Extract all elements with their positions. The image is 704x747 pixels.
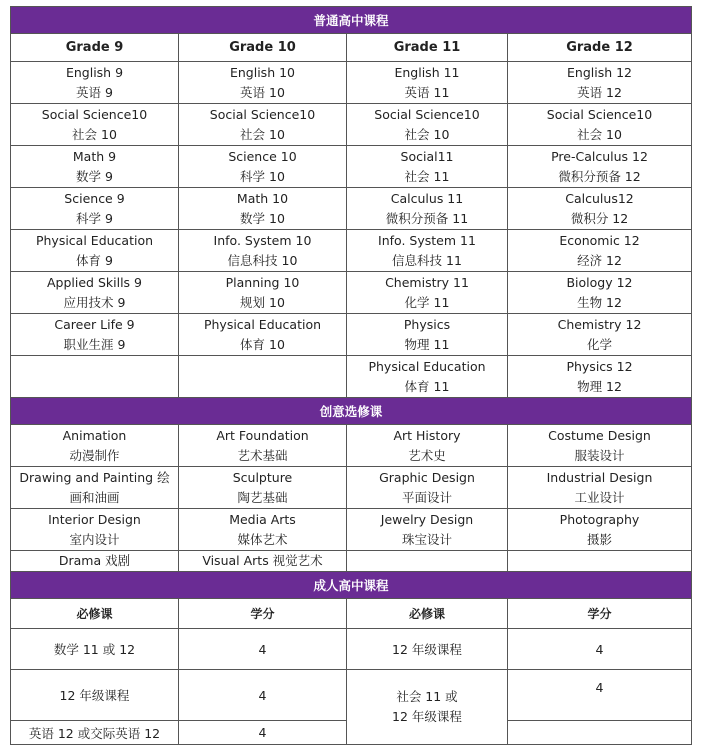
course-name: Pre-Calculus 12 [551, 148, 648, 164]
grade-header: Grade 9 [11, 34, 179, 62]
course-name: Career Life 9 [54, 316, 135, 332]
table-row [11, 509, 692, 551]
course-cell [347, 425, 508, 467]
course-name-cn: 物理 11 [404, 336, 450, 352]
course-cell [179, 425, 347, 467]
course-name-cn: 英语 9 [76, 84, 113, 100]
course-cell [508, 272, 692, 314]
table-row [11, 467, 692, 509]
course-name-cn: 体育 10 [240, 336, 285, 352]
course-name-cn: 英语 12 [577, 84, 622, 100]
course-name-cn: 英语 10 [240, 84, 285, 100]
course-name: English 9 [65, 64, 124, 80]
course-name: Costume Design [548, 427, 651, 443]
course-line: 社会 11 或 [396, 689, 458, 704]
course-name-cn: 室内设计 [69, 531, 120, 547]
adult-header-row [11, 599, 692, 629]
course-name-cn: 科学 10 [240, 168, 285, 184]
course-cell [11, 467, 179, 509]
table-row [11, 551, 692, 572]
table-row [11, 188, 692, 230]
course-name: Social Science10 [209, 106, 316, 122]
course-cell: 12 年级课程 [347, 629, 508, 670]
course-name-cn: 平面设计 [401, 489, 452, 505]
table-row [11, 670, 692, 721]
course-name-cn: 物理 12 [577, 378, 622, 394]
course-cell [179, 509, 347, 551]
course-name: Science 9 [64, 190, 125, 206]
course-name: Graphic Design [379, 469, 475, 485]
course-cell [11, 104, 179, 146]
course-cell [347, 314, 508, 356]
course-line: 12 年级课程 [392, 709, 462, 724]
credit-cell: 4 [508, 670, 692, 721]
course-cell [508, 509, 692, 551]
course-name-cn: 化学 [587, 336, 613, 352]
course-name-cn: 微积分 12 [570, 210, 629, 226]
course-name: Sculpture [232, 469, 293, 485]
course-cell [508, 230, 692, 272]
course-name: Photography [559, 511, 640, 527]
course-name: Drawing and Painting 绘 [19, 469, 170, 485]
course-name: Math 10 [236, 190, 289, 206]
course-cell [508, 467, 692, 509]
table-row [11, 314, 692, 356]
course-name: English 11 [394, 64, 460, 80]
course-name: Chemistry 12 [557, 316, 642, 332]
course-name: Science 10 [228, 148, 297, 164]
course-name: Animation [62, 427, 127, 443]
course-name: Social11 [400, 148, 454, 164]
course-cell [11, 146, 179, 188]
credit-cell: 4 [179, 721, 347, 745]
course-name: Physics [403, 316, 451, 332]
grade-header: Grade 10 [179, 34, 347, 62]
course-cell [179, 272, 347, 314]
course-name: Calculus12 [565, 190, 634, 206]
credit-cell: 4 [179, 670, 347, 721]
course-name-cn: 陶艺基础 [237, 489, 288, 505]
course-cell [11, 509, 179, 551]
course-cell [347, 670, 508, 745]
course-name: Chemistry 11 [385, 274, 469, 290]
course-cell [11, 356, 179, 398]
course-cell [11, 272, 179, 314]
course-name: English 10 [229, 64, 295, 80]
course-cell [508, 356, 692, 398]
course-name-cn: 珠宝设计 [401, 531, 452, 547]
course-name-cn: 信息科技 11 [392, 252, 462, 268]
course-cell [11, 188, 179, 230]
course-cell [11, 230, 179, 272]
course-name-cn: 数学 10 [240, 210, 285, 226]
course-name-cn: 服装设计 [574, 447, 625, 463]
table-row [11, 425, 692, 467]
course-name-cn: 化学 11 [404, 294, 450, 310]
course-name: Biology 12 [566, 274, 633, 290]
table-row [11, 230, 692, 272]
course-cell [508, 62, 692, 104]
table-row [11, 629, 692, 670]
course-name-cn: 社会 10 [577, 126, 622, 142]
grade-header-row [11, 34, 692, 62]
grade-header: Grade 12 [508, 34, 692, 62]
course-name-cn: 体育 11 [404, 378, 450, 394]
course-name: Economic 12 [559, 232, 640, 248]
course-name: Social Science10 [546, 106, 653, 122]
table-row [11, 62, 692, 104]
course-name: Math 9 [72, 148, 117, 164]
course-name-cn: 媒体艺术 [237, 531, 288, 547]
column-header: 必修课 [347, 599, 508, 629]
course-name-cn: 工业设计 [574, 489, 625, 505]
course-cell [347, 146, 508, 188]
course-cell: Drama 戏剧 [11, 551, 179, 572]
section-banner-adult: 成人高中课程 [11, 572, 692, 599]
course-cell: 数学 11 或 12 [11, 629, 179, 670]
course-name: English 12 [567, 64, 633, 80]
course-name: Social Science10 [41, 106, 148, 122]
course-name-cn: 信息科技 10 [227, 252, 298, 268]
course-name-cn: 数学 9 [76, 168, 113, 184]
table-row [11, 104, 692, 146]
section-banner-creative: 创意选修课 [11, 398, 692, 425]
course-name-cn: 微积分预备 11 [385, 210, 469, 226]
course-name: Interior Design [48, 511, 141, 527]
course-name: Physics 12 [566, 358, 633, 374]
course-cell [179, 356, 347, 398]
section-banner-regular: 普通高中课程 [11, 7, 692, 34]
course-cell [347, 188, 508, 230]
course-cell [347, 62, 508, 104]
course-name: Physical Education [203, 316, 322, 332]
course-name: Info. System 11 [378, 232, 476, 248]
course-name: Art History [393, 427, 461, 443]
course-name-cn: 规划 10 [240, 294, 285, 310]
course-name: Jewelry Design [380, 511, 474, 527]
course-cell [347, 509, 508, 551]
course-name-cn: 艺术基础 [237, 447, 288, 463]
course-name: Planning 10 [225, 274, 300, 290]
course-cell [179, 62, 347, 104]
course-name: Info. System 10 [213, 232, 312, 248]
course-cell [347, 272, 508, 314]
course-cell [347, 467, 508, 509]
course-cell [11, 314, 179, 356]
course-name-cn: 动漫制作 [69, 447, 120, 463]
column-header: 必修课 [11, 599, 179, 629]
credit-cell: 4 [508, 629, 692, 670]
course-cell [508, 104, 692, 146]
course-cell [11, 62, 179, 104]
course-cell: 英语 12 或交际英语 12 [11, 721, 179, 745]
table-row [11, 356, 692, 398]
course-name: Calculus 11 [390, 190, 464, 206]
course-name: Industrial Design [546, 469, 653, 485]
course-name-cn: 社会 10 [404, 126, 450, 142]
empty-cell [508, 721, 692, 745]
credit-cell: 4 [179, 629, 347, 670]
course-name-cn: 生物 12 [577, 294, 622, 310]
course-cell [508, 551, 692, 572]
course-cell [508, 314, 692, 356]
course-cell [179, 188, 347, 230]
course-cell: Visual Arts 视觉艺术 [179, 551, 347, 572]
table-row [11, 272, 692, 314]
course-name-cn: 经济 12 [577, 252, 622, 268]
course-cell [347, 230, 508, 272]
course-name: Social Science10 [374, 106, 480, 122]
course-name: Physical Education [35, 232, 154, 248]
course-cell [508, 188, 692, 230]
course-cell [347, 551, 508, 572]
course-cell [347, 356, 508, 398]
course-name-cn: 摄影 [587, 531, 613, 547]
course-name-cn: 科学 9 [76, 210, 113, 226]
course-table [10, 6, 692, 745]
course-name: Media Arts [229, 511, 296, 527]
grade-header: Grade 11 [347, 34, 508, 62]
course-name-cn: 艺术史 [408, 447, 446, 463]
course-name-cn: 英语 11 [404, 84, 450, 100]
course-cell [11, 425, 179, 467]
course-cell: 12 年级课程 [11, 670, 179, 721]
course-name-cn: 体育 9 [76, 252, 113, 268]
course-name-cn: 社会 10 [240, 126, 285, 142]
course-cell [179, 104, 347, 146]
course-name-cn: 应用技术 9 [63, 294, 126, 310]
course-cell [179, 467, 347, 509]
course-name: Art Foundation [216, 427, 309, 443]
course-cell [179, 314, 347, 356]
course-name: Physical Education [368, 358, 486, 374]
course-name-cn: 画和油画 [69, 489, 120, 505]
course-name: Applied Skills 9 [47, 274, 142, 290]
column-header: 学分 [508, 599, 692, 629]
course-cell [508, 146, 692, 188]
course-cell [179, 230, 347, 272]
course-cell [347, 104, 508, 146]
course-name-cn: 社会 10 [72, 126, 117, 142]
course-name-cn: 社会 11 [404, 168, 450, 184]
course-name-cn: 职业生涯 9 [63, 336, 126, 352]
course-cell [508, 425, 692, 467]
table-row [11, 146, 692, 188]
course-cell [179, 146, 347, 188]
course-name-cn: 微积分预备 12 [558, 168, 641, 184]
course-table-container [10, 6, 691, 745]
column-header: 学分 [179, 599, 347, 629]
